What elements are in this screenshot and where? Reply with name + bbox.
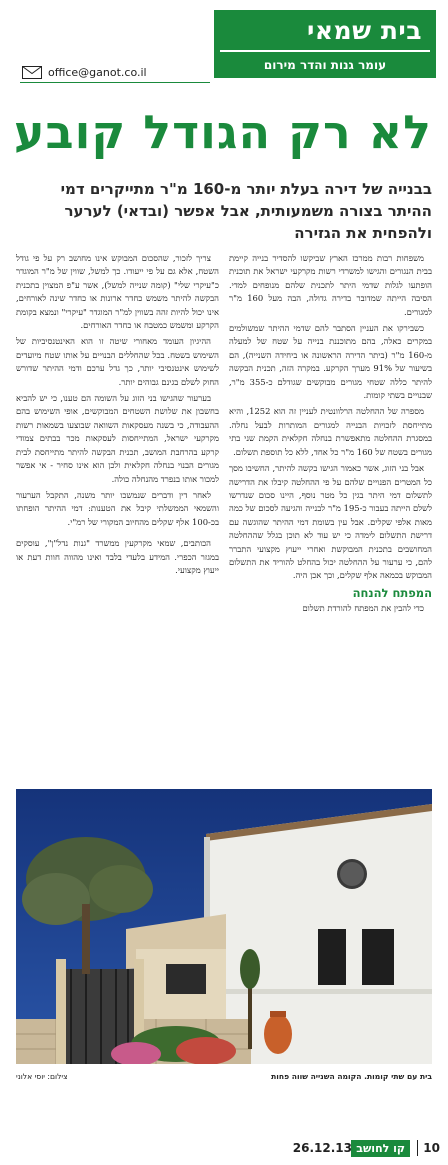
email-address: office@ganot.co.il: [48, 66, 147, 79]
author-note: הכותבים, שמאי מקרקעין ממשרד "גנות נדל"ן", עוסקים במגזר הכפרי. המידע בלעדי בלבד ואינו מהווה חוות דעת או ייעוץ מקצועי.: [16, 538, 219, 575]
column-title: בית שמאי: [307, 16, 422, 45]
page-footer: [0, 1138, 448, 1158]
house-illustration: [16, 789, 432, 1064]
email-contact[interactable]: [22, 66, 147, 79]
photo-caption-bar: [16, 1068, 432, 1084]
paragraph: בערעור שהגישו בני הזוג על השומה הם טענו, כי יש להביא בחשבון את שלושת השטחים המבוקשים, אופי השימוש בהם ההעבודה, כי בשנה מעסקאות השוואה שבוצעו בשמאות רשות מקרקעי ישראל, המתייחסות לעסקאות מכר בבתים צמודי קרקע בהרחבת המושב, תכנית הבקשה להיתר מתייחסת לבית מגורים הבנוי בנחלה חקלאית ולכן הוא אינו סחיר - אי אפשר למכור אותו בנפרד מהנחלה כולה.: [16, 393, 219, 484]
paragraph: ההיגיון העומד מאחורי שיטה זו הוא האינטנסיביות של השימוש בשטח. בכל שהחללים הבנויים על אותו שטח מיועדים לשימוש אינטנסיבי יותר, כך גדל ערכם ודמי ההיתר שדורש החוק לשלם בגינם גבוהים יותר.: [16, 336, 219, 387]
column-right: [229, 252, 432, 755]
article-body: [16, 252, 432, 755]
paragraph: כדי להבין את המפתח להורדת תשלום: [302, 603, 424, 614]
paragraph: לאחר דין ודברים שנמשכו יותר משנה, התקבל הערעור והשמאי הממשלתי קיבל את הטענות: דמי ההיתר הופחתו בכ-100 אלף שקלים מהחיוב המקורי של רמ"י.: [16, 489, 219, 527]
column-left: [16, 252, 219, 755]
paragraph: מספרה של ההחלטה הרלוונטית לעניין זה הוא 1252, והיא מתייחסת לזכויות הבנייה למגורים המותרות לבעל נחלה. במסגרת ההחלטה מתאפשרת בנחלה חקלאית הקמת שני בתי מגורים בשטח של 160 מ"ר כל אחד, ללא כל תוספת תשלום.: [229, 406, 432, 457]
envelope-icon: [22, 66, 42, 79]
column-authors: עומר גנות והדר מירום: [263, 58, 387, 72]
photo-credit: צילום: יוסי אלוני: [16, 1071, 68, 1081]
paragraph: צריך לזכור, שהסכום המבוקש אינו מחושב רק על פי גודל השטח, אלא גם על פי ייעודו. כך למשל, שווין של מ"ר המוגדר כ"עיקרי שלי" (קומה שנייה למשל), אשר ע"פ המצוין בתכנית הבקשה להיתר משמש כחדר ארונות או כחדר שינה לאורחים, אינו יכול להיות זהה בשווין למ"ר המוגדר "עיקרי" ונמצא בקומת הקרקע ומשמש כמטבח או כחדר האורחים.: [16, 253, 219, 331]
house-photo: [16, 789, 432, 1064]
publication-logo: קו לחושב: [351, 1140, 410, 1157]
column-header-box: [214, 10, 436, 78]
email-divider: [20, 82, 210, 83]
header-divider: [220, 50, 430, 52]
paragraph: כשבירקו את העניין הסתבר להם שדמי ההיתר שמשולמים במקרים כאלה, בהם מתוכננת בנייה על שטח של למעלה מ-160 מ"ר (ביתר הדירה הראשונה או ביחידה השנייה), הם בשיעור של 91% מערך הקרקע. במקרה הזה, תכנית הבקשה להיתר כללה שטחי מגורים מבוקשים שגודלם כ-355 מ"ר, שבנויים בשתי קומות.: [229, 323, 432, 401]
issue-date: 26.12.13: [292, 1141, 352, 1155]
paragraph: אבל בני הזוג, אשר כאמור הגישו בקשה להיתר, החשיבו מסך כל המטרים הפנויים שלהם על פי ההחלטה קיבלו את הדרישה לתשלום דמי היתר בגין כל מטר נוסף, היינו סכום שנדרשו לשלם הייתה בעבור כ-195 מ"ר לבנייה והגיעה לסכום של כמה מאות אלפי שקלים. אבל עין בשומת דמי ההיתר שהוגשה עם דרישת התשלום לימדה כי יש עוד לא תוכן בגלל שההחלטה המחושבים בתכנית המבוקשת ואחרי ייעוץ מקצועי התברר להם, כי ערעור על ההחלטה יכול בהחלט להוריד את התשלום המבוקש בכמאה אלף שקלים, וכך אכן היה.: [229, 463, 432, 581]
section-heading: המפתח להנחה: [352, 585, 432, 600]
paragraph: משפחות רבות ממרכז הארץ שביקשו להסדיר בנייה קיימת בבית הנגורים והגישו למשרדי רשות מקרקעי ישראל את תוכנית הופתעו לגלות שדמי היתר לתכנית שלהם מנופחים למדי. הסיבה הייתה שמדובר בדירה גדולה, הבה מעל 160 מ"ר למגורים.: [229, 253, 432, 317]
article-subhead: בבנייה של דירה בעלת יותר מ-160 מ"ר מתייקרים דמי ההיתר בצורה משמעותית, אבל אפשר (ובדאי) לערער ולהפחית את הגזירה: [60, 180, 432, 242]
footer-divider: [417, 1140, 418, 1156]
page-number: 10: [423, 1141, 440, 1155]
photo-caption: בית עם שתי קומות. הקומה השנייה שווה פחות: [271, 1071, 432, 1081]
article-headline: לא רק הגודל קובע: [13, 105, 432, 159]
